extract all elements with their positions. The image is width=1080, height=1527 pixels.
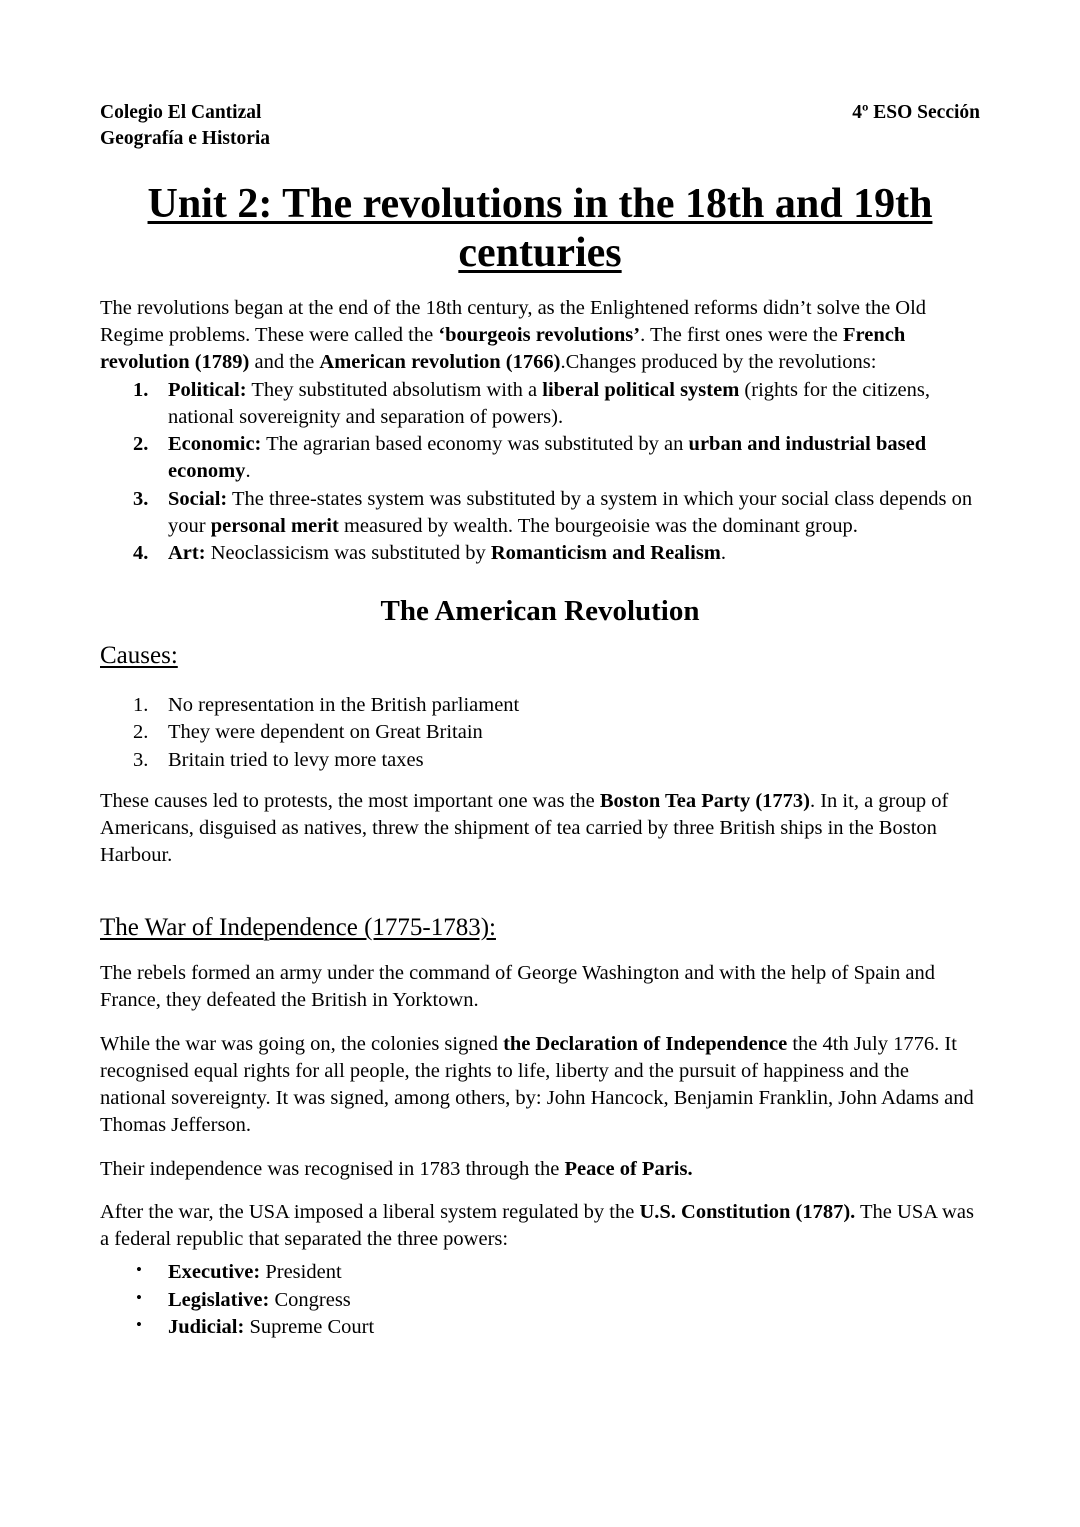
list-item-text-after: .	[720, 542, 727, 565]
changes-list	[100, 377, 980, 568]
list-item-text: Britain tried to levy more taxes	[168, 748, 424, 771]
bullet-icon: •	[136, 1260, 142, 1280]
list-item	[100, 431, 980, 486]
intro-bold-french-revolution: French revolution (1789)	[100, 324, 906, 374]
subheading-war-text: The War of Independence (1775-1783):	[100, 913, 496, 941]
intro-part-1: The revolutions began at the end of the 18th century, as the Enlightened reforms didn’t solve the Old Regime problems. These were called the	[100, 296, 927, 347]
list-item	[100, 377, 980, 432]
header-left	[100, 100, 270, 152]
list-item	[100, 486, 980, 541]
subheading-causes	[100, 640, 980, 673]
peace-of-paris-paragraph	[100, 1156, 980, 1183]
list-item-text: No representation in the British parliament	[168, 694, 520, 717]
subject-name: Geografía e Historia	[100, 127, 271, 149]
protests-paragraph	[100, 788, 980, 870]
list-item-label: Legislative:	[168, 1288, 270, 1311]
declaration-part-2: the 4th July 1776. It recognised equal rights for all people, the rights to life, liberty and the pursuit of happiness and the national sovereignty. It was signed, among others, by: John Hancock, Benjamin Franklin, John Adams and Thomas Jefferson.	[100, 1032, 974, 1137]
declaration-paragraph	[100, 1031, 980, 1140]
protests-bold-boston-tea-party: Boston Tea Party (1773)	[599, 789, 810, 812]
intro-part-3: and the	[249, 351, 320, 374]
page-title-line-1: Unit 2: The revolutions in the 18th and 19th	[147, 180, 933, 227]
list-item-bold: liberal political system	[542, 378, 740, 401]
peace-part-1: Their independence was recognised in 1783 through the	[100, 1157, 565, 1180]
protests-part-2: . In it, a group of Americans, disguised as natives, threw the shipment of tea carried by three British ships in the Boston Harbour.	[100, 789, 949, 867]
list-item-bold: personal merit	[210, 514, 339, 537]
peace-bold-treaty: Peace of Paris.	[564, 1157, 693, 1180]
list-item-text-after: measured by wealth. The bourgeoisie was the dominant group.	[338, 514, 858, 537]
page-title-line-2: centuries	[458, 230, 622, 277]
list-item-text-before: They substituted absolutism with a	[246, 378, 543, 401]
list-item-text-before: The agrarian based economy was substituted by an	[261, 433, 689, 456]
list-item	[100, 540, 980, 567]
list-item	[100, 692, 980, 719]
list-item-bold: Romanticism and Realism	[490, 542, 721, 565]
list-item-value: President	[260, 1261, 342, 1284]
bullet-icon: •	[136, 1287, 142, 1307]
bullet-icon: •	[136, 1314, 142, 1334]
powers-list	[100, 1259, 980, 1341]
list-item-label: Social:	[168, 487, 228, 510]
school-name: Colegio El Cantizal	[100, 102, 262, 123]
page-title	[100, 180, 980, 279]
list-item-label: Economic:	[168, 433, 262, 456]
protests-part-1: These causes led to protests, the most important one was the	[100, 789, 600, 812]
list-item	[100, 719, 980, 746]
list-item-label: Executive:	[168, 1261, 261, 1284]
declaration-part-1: While the war was going on, the colonies signed	[100, 1032, 504, 1055]
list-item	[100, 1287, 980, 1314]
intro-part-4: .Changes produced by the revolutions:	[560, 351, 877, 374]
subheading-causes-text: Causes:	[100, 641, 178, 669]
list-item	[100, 1259, 980, 1286]
constitution-part-1: After the war, the USA imposed a liberal system regulated by the	[100, 1200, 640, 1223]
list-marker: 1.	[133, 378, 149, 401]
list-marker: 3.	[133, 487, 149, 510]
list-item-label: Art:	[168, 542, 206, 565]
intro-paragraph	[100, 295, 980, 377]
constitution-paragraph	[100, 1199, 980, 1254]
causes-list	[100, 692, 980, 774]
course-label: 4º ESO Sección	[852, 102, 980, 123]
declaration-bold-title: the Declaration of Independence	[503, 1032, 788, 1055]
constitution-part-2: The USA was a federal republic that separated the three powers:	[100, 1200, 974, 1251]
list-item	[100, 1314, 980, 1341]
subheading-war-of-independence	[100, 912, 980, 945]
list-item-text-before: Neoclassicism was substituted by	[205, 542, 491, 565]
list-marker: 2.	[133, 721, 149, 744]
list-item-text-after: .	[245, 460, 251, 483]
header-right	[852, 100, 980, 126]
list-item	[100, 747, 980, 774]
list-marker: 4.	[133, 542, 149, 565]
list-item-label: Political:	[168, 378, 247, 401]
document-header	[100, 100, 980, 152]
constitution-bold-title: U.S. Constitution (1787).	[639, 1200, 856, 1223]
list-marker: 1.	[133, 694, 149, 717]
war-paragraph: The rebels formed an army under the command of George Washington and with the help of Spain and France, they defeated the British in Yorktown.	[100, 962, 936, 1012]
list-item-bold: urban and industrial based economy	[168, 433, 927, 483]
list-item-text-after: (rights for the citizens, national sovereignity and separation of powers).	[168, 378, 931, 428]
list-item-value: Supreme Court	[244, 1315, 375, 1338]
intro-bold-american-revolution: American revolution (1766)	[319, 351, 561, 374]
list-item-text: They were dependent on Great Britain	[168, 721, 483, 744]
list-item-value: Congress	[269, 1288, 351, 1311]
list-marker: 2.	[133, 433, 149, 456]
intro-part-2: . The first ones were the	[640, 324, 843, 347]
list-item-text-before: The three-states system was substituted by a system in which your social class depends on your	[168, 487, 973, 537]
section-heading-american-revolution: The American Revolution	[380, 595, 700, 628]
list-marker: 3.	[133, 748, 149, 771]
list-item-label: Judicial:	[168, 1315, 245, 1338]
intro-bold-bourgeois: ‘bourgeois revolutions’	[438, 324, 641, 347]
